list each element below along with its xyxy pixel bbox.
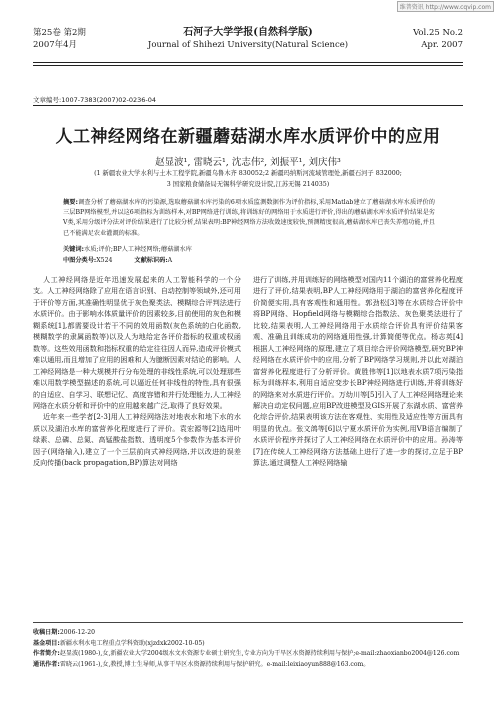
body-column-right	[253, 274, 463, 469]
date-cn: 2007年4月	[33, 40, 78, 50]
clc-value: X524	[96, 257, 113, 264]
watermark: 维普资讯 http://www.cqvip.com	[397, 1, 494, 12]
footnote-author-bio	[33, 649, 463, 660]
journal-header	[33, 27, 463, 59]
footnote-text: 赵显波(1980-),女,新疆农业大学2004级水文水资源专业硕士研究生,专业方向为干旱区水资源持续利用与保护;e-mail:zhaoxianbo2004@126.com	[59, 650, 460, 658]
footnote-label: 通讯作者:	[33, 660, 60, 668]
keywords	[63, 244, 192, 253]
affiliation-line-1: (1 新疆农业大学水利与土木工程学院,新疆乌鲁木齐 830052;2 新疆玛纳斯河流域管理处,新疆石河子 832000;	[94, 170, 402, 177]
body-paragraph: 人工神经网络是近年迅速发展起来的人工智能科学的一个分支。人工神经网络除了应用在语言识别、自动控制等领域外,还可用于评价等方面,其准确性明显优于灰色聚类法、模糊综合评判法进行水质评价。由于影响水体质量评价的因素较多,目前使用的灰色和模糊系统[1],都需要设计若干不同的效用函数(灰色系统的白化函数,模糊数学的隶属函数等)以及人为地给定各评价指标的权重或权函数等。这些效用函数和指标权重的给定往往因人而异,造成评价模式难以通用,而且增加了应用的困难和人为臆断因素对结论的影响。人工神经网络是一种大规模并行分布处理的非线性系统,可以处理那些难以用数学模型描述的系统,可以逼近任何非线性的特性,具有很强的自适应、自学习、联想记忆、高度容错和并行处理能力,人工神经网络在水质分析和评价中的应用越来越广泛,取得了良好效果。	[33, 275, 241, 410]
header-right	[413, 27, 463, 51]
footnote-rule	[33, 622, 463, 623]
footnote-received	[33, 628, 463, 639]
footnote-text: 2006-12-20	[59, 629, 95, 636]
body-paragraph: 近年来一些学者[2-3]用人工神经网络法对地表水和地下水的水质以及湖泊水库的富营养化程度进行了评价。袁宏源等[2]选用叶绿素、总磷、总氮、高锰酸盐指数、透明度5个参数作为基本评价因子(网络输入),建立了一个三层前向式神经网络,并以改进的误差反向传播(back propagation,BP)算法对网络	[33, 412, 241, 468]
clc-label: 中图分类号:	[63, 257, 97, 264]
footnote-corresponding	[33, 660, 463, 671]
body-column-left	[33, 274, 241, 469]
body-paragraph: 进行了训练,并用训练好的网络模型对国内11个湖泊的富营养化程度进行了评价,结果表明,BP人工神经网络用于湖泊的富营养化程度评价简便实用,具有客观性和通用性。郭劲松[3]等在水质综合评价中将BP网络、Hopfield网络与模糊综合指数法、灰色聚类法进行了比较,结果表明,人工神经网络用于水质综合评价具有评价结果客观、准确且训练成功的网络通用性强,计算简便等优点。杨志英[4]根据人工神经网络的原理,建立了项目综合评价网络模型,研究BP神经网络在水质评价中的应用,分析了BP网络学习规则,并以此对湖泊富营养化程度进行了分析评价。黄胜伟等[1]以地表水质7项污染指标为训练样本,利用自适应变步长BP神经网络进行训练,并将训练好的网络来对水质进行评价。万幼川等[5]引入了人工神经网络理论来解决自动定权问题,应用BP改进模型及GIS开展了东湖水质、富营养化综合评价,结果表明该方法在客观性、实用性及适应性等方面具有明显的优点。张文鸽等[6]以宁夏水质评价为实例,用VB语言编制了水质评价程序并探讨了人工神经网络在水质评价中的应用。孙涛等[7]在传统人工神经网络方法基础上进行了进一步的探讨,立足于BP算法,通过调整人工神经网络输	[253, 275, 464, 468]
clc-entry	[63, 257, 112, 264]
classification	[63, 255, 192, 264]
footnote-label: 基金项目:	[33, 639, 60, 647]
footnote-text: 雷晓云(1961-),女,教授,博士生导师,从事干旱区水资源持续利用与保护研究。e-mail:leixiaoyun888@163.com。	[59, 660, 370, 668]
footnote-funding	[33, 639, 463, 650]
doc-code-value: A	[167, 257, 173, 264]
keywords-label: 关键词:	[63, 246, 85, 253]
footnote-label: 作者简介:	[33, 650, 60, 658]
footnote-label: 收稿日期:	[33, 629, 60, 636]
keywords-text: 水质;评价;BP人工神经网络;蘑菇湖水库	[84, 246, 192, 253]
journal-name-en: Journal of Shihezi University(Natural Science)	[147, 40, 349, 50]
affiliation-line-2: 3 国家粮食储备局无锡科学研究设计院,江苏无锡 214035)	[166, 181, 330, 188]
doc-code-label: 文献标识码:	[134, 257, 168, 264]
abstract-text: 调查分析了蘑菇湖水库的污染源,选取蘑菇湖水库污染的6项水质监测数据作为评价指标,采用Matlab建立了蘑菇湖水库水质评价的三层BP网络模型,并以这6项指标为训练样本,对BP网络进行训练,将训练好的网络用于水质进行评价,得出的蘑菇湖水库水质评价结果是劣V类,采用分级评分法对评价结果进行了比较分析,结果表明:BP神经网络方法收敛速度较快,预测精度很高,蘑菇湖水库已丧失养殖功能,并且已不能满足农业灌溉的标准。	[63, 199, 435, 237]
header-rule	[33, 62, 463, 63]
author-list: 赵显波¹, 雷晓云¹, 沈志伟², 刘振平¹, 刘庆伟³	[155, 157, 341, 168]
footnotes	[33, 628, 463, 670]
meta-rule	[33, 105, 463, 106]
footnote-text: 新疆水利水电工程重点学科资助(xjzdxk2002-10-05)	[59, 639, 205, 647]
volume-issue-en: Vol.25 No.2	[413, 28, 463, 38]
header-rule-thin	[33, 65, 463, 66]
article-number: 文章编号:1007-7383(2007)02-0236-04	[33, 96, 157, 104]
doc-code-entry	[134, 257, 172, 264]
paper-title: 人工神经网络在新疆蘑菇湖水库水质评价中的应用	[55, 127, 441, 147]
header-center	[33, 27, 463, 51]
journal-name-cn: 石河子大学学报(自然科学版)	[183, 27, 313, 38]
abstract-label: 摘要:	[63, 199, 79, 206]
abstract	[63, 198, 435, 239]
date-en: Apr. 2007	[421, 40, 463, 50]
volume-issue-cn: 第25卷 第2期	[33, 28, 86, 38]
